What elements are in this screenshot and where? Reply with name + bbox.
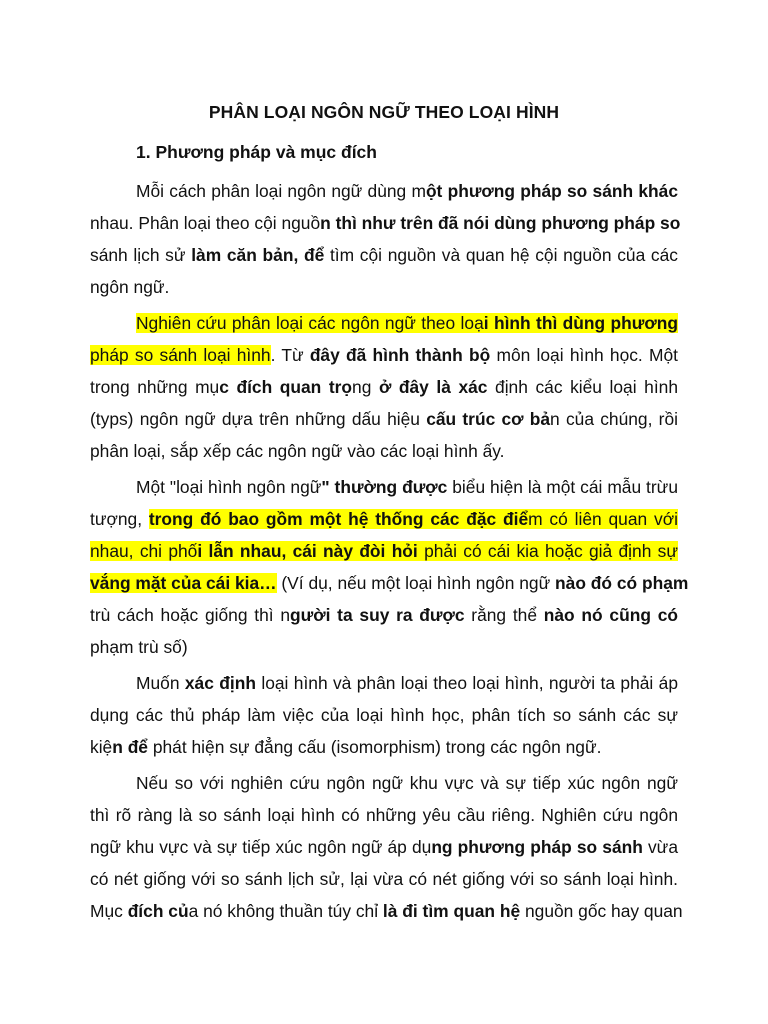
paragraph-line — [136, 771, 678, 795]
text-run: phạm trù số) — [90, 637, 188, 657]
text-run: phân loại, sắp xếp các ngôn ngữ vào các loại hình ấy. — [90, 441, 505, 461]
paragraph-line — [90, 275, 678, 299]
text-run: ng phương pháp so sánh — [431, 837, 643, 857]
text-run: (Ví dụ, nếu một loại hình ngôn ngữ — [276, 573, 556, 593]
paragraph-line — [90, 243, 678, 267]
paragraph-line — [90, 343, 678, 367]
text-run: thì rõ ràng là so sánh loại hình có những yêu cầu riêng. Nghiên cứu ngôn — [90, 805, 678, 825]
paragraph-line — [90, 703, 678, 727]
text-run: ngữ khu vực và sự tiếp xúc ngôn ngữ áp dụ — [90, 837, 432, 857]
paragraph-line — [90, 735, 678, 759]
text-run: dụng các thủ pháp làm việc của loại hình học, phân tích so sánh các sự — [90, 705, 678, 725]
text-run: nguồn gốc hay quan — [520, 901, 683, 921]
text-run: phát hiện sự đẳng cấu (isomorphism) trong các ngôn ngữ. — [147, 737, 602, 757]
text-run: định các kiểu loại hình — [487, 377, 678, 397]
highlighted-text: i hình thì dùng phương — [483, 313, 679, 333]
text-run: tìm cội nguồn và quan hệ cội nguồn của các — [324, 245, 678, 265]
text-run: . Từ — [270, 345, 310, 365]
paragraph-line — [90, 635, 678, 659]
text-run: ng — [352, 377, 379, 397]
paragraph-line — [90, 899, 683, 923]
text-run: n để — [112, 737, 148, 757]
text-run: rằng thể — [464, 605, 544, 625]
section-heading: 1. Phương pháp và mục đích — [136, 142, 377, 162]
text-run: (typs) ngôn ngữ dựa trên những dấu hiệu — [90, 409, 427, 429]
text-run: Mục — [90, 901, 128, 921]
text-run: nhau. Phân loại theo cội nguồ — [90, 213, 321, 233]
text-run: Một "loại hình ngôn ngữ — [136, 477, 322, 497]
paragraph-line — [136, 311, 678, 335]
text-run: ột phương pháp so sánh khác — [425, 181, 678, 201]
paragraph-line — [90, 507, 678, 531]
document-title: PHÂN LOẠI NGÔN NGỮ THEO LOẠI HÌNH — [208, 102, 560, 122]
paragraph-line — [136, 671, 678, 695]
highlighted-text: nhau, chi phố — [90, 541, 198, 561]
text-run: biểu hiện là một cái mẫu trừu — [447, 477, 678, 497]
text-run: trong những mụ — [90, 377, 220, 397]
text-run: đây đã hình thành bộ — [309, 345, 491, 365]
text-run: sánh lịch sử — [90, 245, 192, 265]
paragraph-line — [136, 475, 678, 499]
text-run: trù cách hoặc giống thì n — [90, 605, 291, 625]
highlighted-text: trong đó bao gồm một hệ thống các đặc điể — [148, 509, 529, 529]
highlighted-text: pháp so sánh loại hình — [90, 345, 271, 365]
text-run: nào nó cũng có — [543, 605, 678, 625]
text-run: tượng, — [90, 509, 149, 529]
paragraph-line — [90, 439, 678, 463]
text-run: xác định — [184, 673, 256, 693]
text-run: là đi tìm quan hệ — [382, 901, 521, 921]
paragraph-line — [90, 803, 678, 827]
text-run: gười ta suy ra được — [290, 605, 465, 625]
text-run: ở đây là xác — [378, 377, 488, 397]
text-run: Nếu so với nghiên cứu ngôn ngữ khu vực và sự tiếp xúc ngôn ngữ — [136, 773, 678, 793]
text-run: kiệ — [90, 737, 113, 757]
paragraph-line — [90, 603, 678, 627]
text-run: nào đó có phạm — [555, 573, 689, 593]
text-run: n thì như trên đã nói dùng phương pháp so — [320, 213, 681, 233]
text-run: Muốn — [136, 673, 185, 693]
text-run: vừa — [642, 837, 678, 857]
text-run: có nét giống với so sánh lịch sử, lại vừa có nét giống với so sánh loại hình. — [90, 869, 678, 889]
text-run: " thường được — [321, 477, 448, 497]
highlighted-text: Nghiên cứu phân loại các ngôn ngữ theo loạ — [136, 313, 484, 333]
text-run: a nó không thuần túy chỉ — [188, 901, 383, 921]
text-run: ngôn ngữ. — [90, 277, 170, 297]
paragraph-line — [90, 407, 678, 431]
paragraph-line — [90, 539, 678, 563]
paragraph-line — [136, 179, 678, 203]
text-run: làm căn bản, để — [191, 245, 325, 265]
text-run: cấu trúc cơ bả — [426, 409, 551, 429]
text-run: loại hình và phân loại theo loại hình, người ta phải áp — [255, 673, 678, 693]
paragraph-line — [90, 867, 678, 891]
text-run: đích củ — [127, 901, 189, 921]
paragraph-line — [90, 375, 678, 399]
text-run: môn loại hình học. Một — [490, 345, 678, 365]
highlighted-text: phải có cái kia hoặc giả định sự — [417, 541, 678, 561]
highlighted-text: vắng mặt của cái kia… — [90, 573, 277, 593]
highlighted-text: i lẫn nhau, cái này đòi hỏi — [197, 541, 418, 561]
paragraph-line — [90, 571, 689, 595]
paragraph-line — [90, 835, 678, 859]
text-run: Mỗi cách phân loại ngôn ngữ dùng m — [136, 181, 426, 201]
highlighted-text: m có liên quan với — [528, 509, 678, 529]
paragraph-line — [90, 211, 681, 235]
text-run: c đích quan trọ — [219, 377, 353, 397]
text-run: n của chúng, rồi — [550, 409, 678, 429]
